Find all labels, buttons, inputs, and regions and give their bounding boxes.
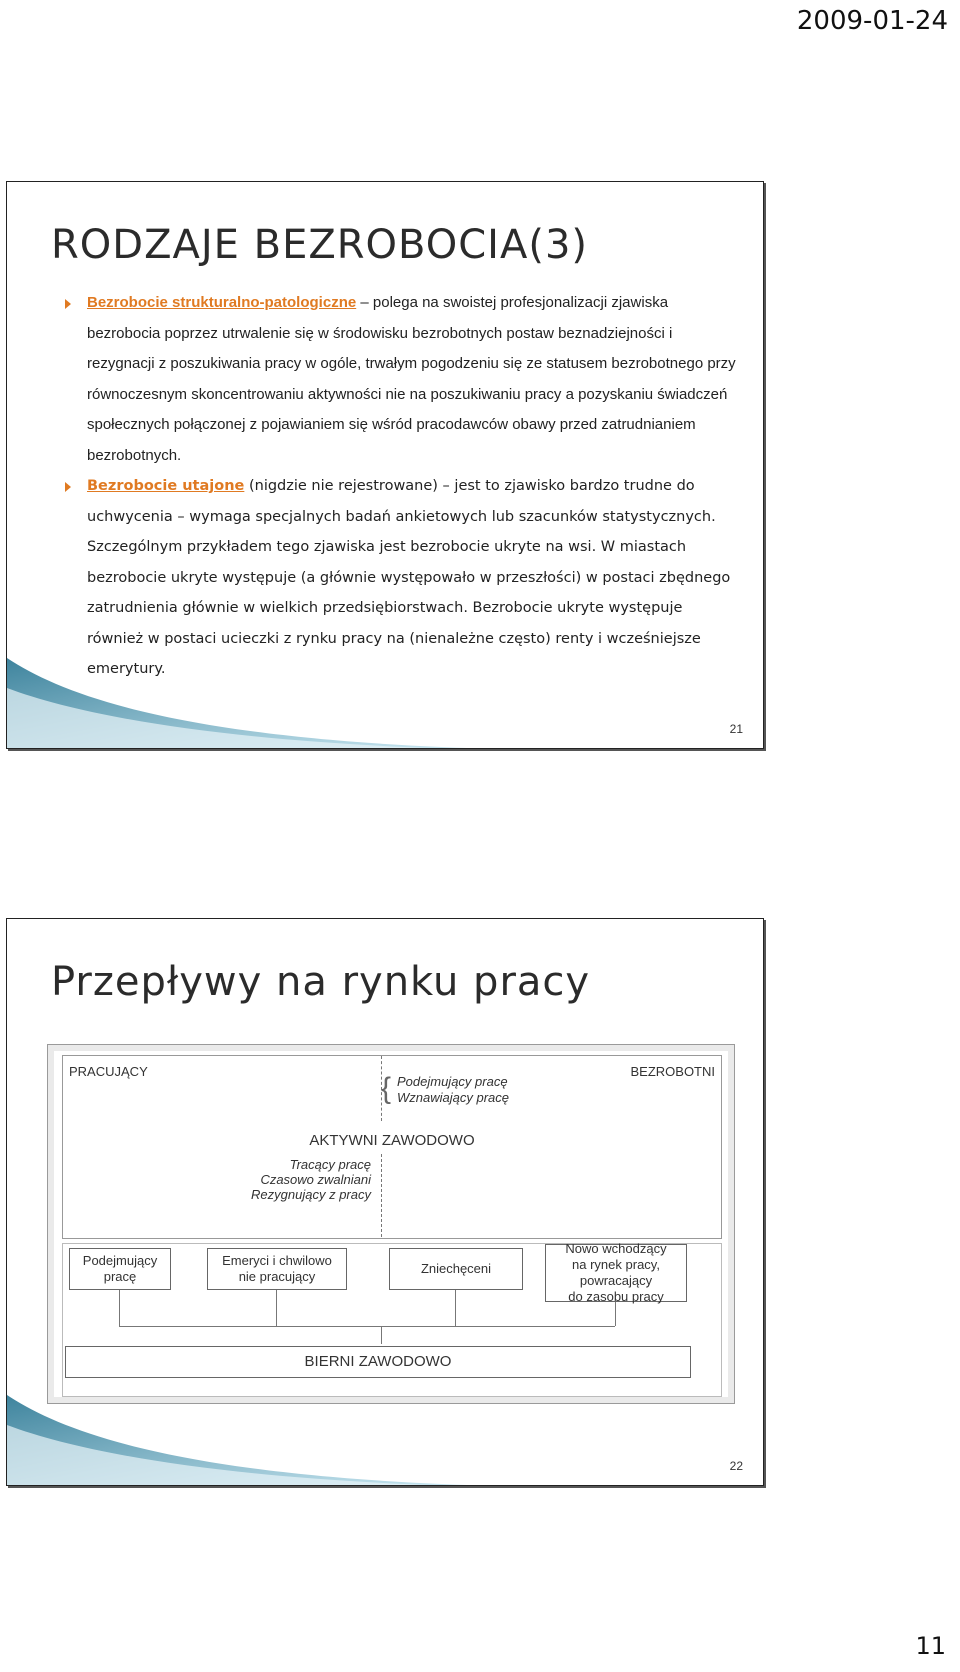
slide-number: 22: [729, 1459, 743, 1473]
flow-box: Emeryci i chwilowo nie pracujący: [207, 1248, 347, 1290]
bullet-list: [59, 288, 739, 685]
flow-box: Nowo wchodzący na rynek pracy, powracający do zasobu pracy: [545, 1244, 687, 1302]
decorative-wave: [7, 1395, 467, 1485]
bullet-arrow-icon: [65, 482, 71, 492]
employed-label: PRACUJĄCY: [69, 1064, 148, 1079]
slide-21: [6, 181, 764, 749]
slide-title: Przepływy na rynku pracy: [51, 959, 591, 1005]
divider: [381, 1154, 382, 1237]
inactive-workforce-box: BIERNI ZAWODOWO: [65, 1346, 691, 1378]
inactive-section: [62, 1243, 722, 1397]
term-link: Bezrobocie utajone: [87, 478, 245, 494]
inflow-labels: { Podejmujący pracę Wznawiający pracę: [381, 1072, 509, 1105]
page-date: 2009-01-24: [796, 6, 948, 36]
connector: [276, 1290, 277, 1326]
connector: [119, 1290, 120, 1326]
decorative-wave: [7, 658, 467, 748]
active-section: [62, 1055, 722, 1239]
slide-number: 21: [729, 722, 743, 736]
unemployed-label: BEZROBOTNI: [630, 1064, 715, 1079]
connector: [119, 1326, 615, 1327]
connector: [455, 1290, 456, 1326]
bullet-item: [59, 288, 739, 471]
bullet-text: – polega na swoistej profesjonalizacji zjawiska bezrobocia poprzez utrwalenie się w środowisku bezrobotnych postaw beznadziejności i rezygnacji z poszukiwania pracy w ogóle, trwałym pogodzeniu się ze statusem bezrobotnego przy równoczesnym skoncentrowaniu aktywności nie na poszukiwaniu pracy a pozyskaniu świadczeń społecznych połączonej z pojawianiem się wśród pracodawców obawy przed zatrudnianiem bezrobotnych.: [87, 294, 736, 464]
flow-box: Zniechęceni: [389, 1248, 523, 1290]
active-workforce-label: AKTYWNI ZAWODOWO: [309, 1132, 475, 1149]
page-number: 11: [915, 1632, 946, 1660]
bullet-text: (nigdzie nie rejestrowane) – jest to zjawisko bardzo trudne do uchwycenia – wymaga specjalnych badań ankietowych lub szacunków statystycznych. Szczególnym przykładem tego zjawiska jest bezrobocie ukryte na wsi. W miastach bezrobocie ukryte występuje (a głównie występowało w przeszłości) w postaci zbędnego zatrudnienia głównie w wielkich przedsiębiorstwach. Bezrobocie ukryte występuje również w postaci ucieczki z rynku pracy na (nienależne często) renty i wcześniejsze emerytury.: [87, 478, 731, 677]
labor-flow-diagram: [47, 1044, 735, 1404]
bullet-arrow-icon: [65, 299, 71, 309]
slide-22: [6, 918, 764, 1486]
outflow-labels: Tracący pracę Czasowo zwalniani Rezygnujący z pracy: [251, 1157, 371, 1202]
connector: [381, 1326, 382, 1344]
flow-box: Podejmujący pracę: [69, 1248, 171, 1290]
bullet-item: [59, 471, 739, 685]
term-link: Bezrobocie strukturalno-patologiczne: [87, 294, 357, 311]
connector: [615, 1302, 616, 1326]
slide-title: RODZAJE BEZROBOCIA(3): [51, 222, 588, 268]
